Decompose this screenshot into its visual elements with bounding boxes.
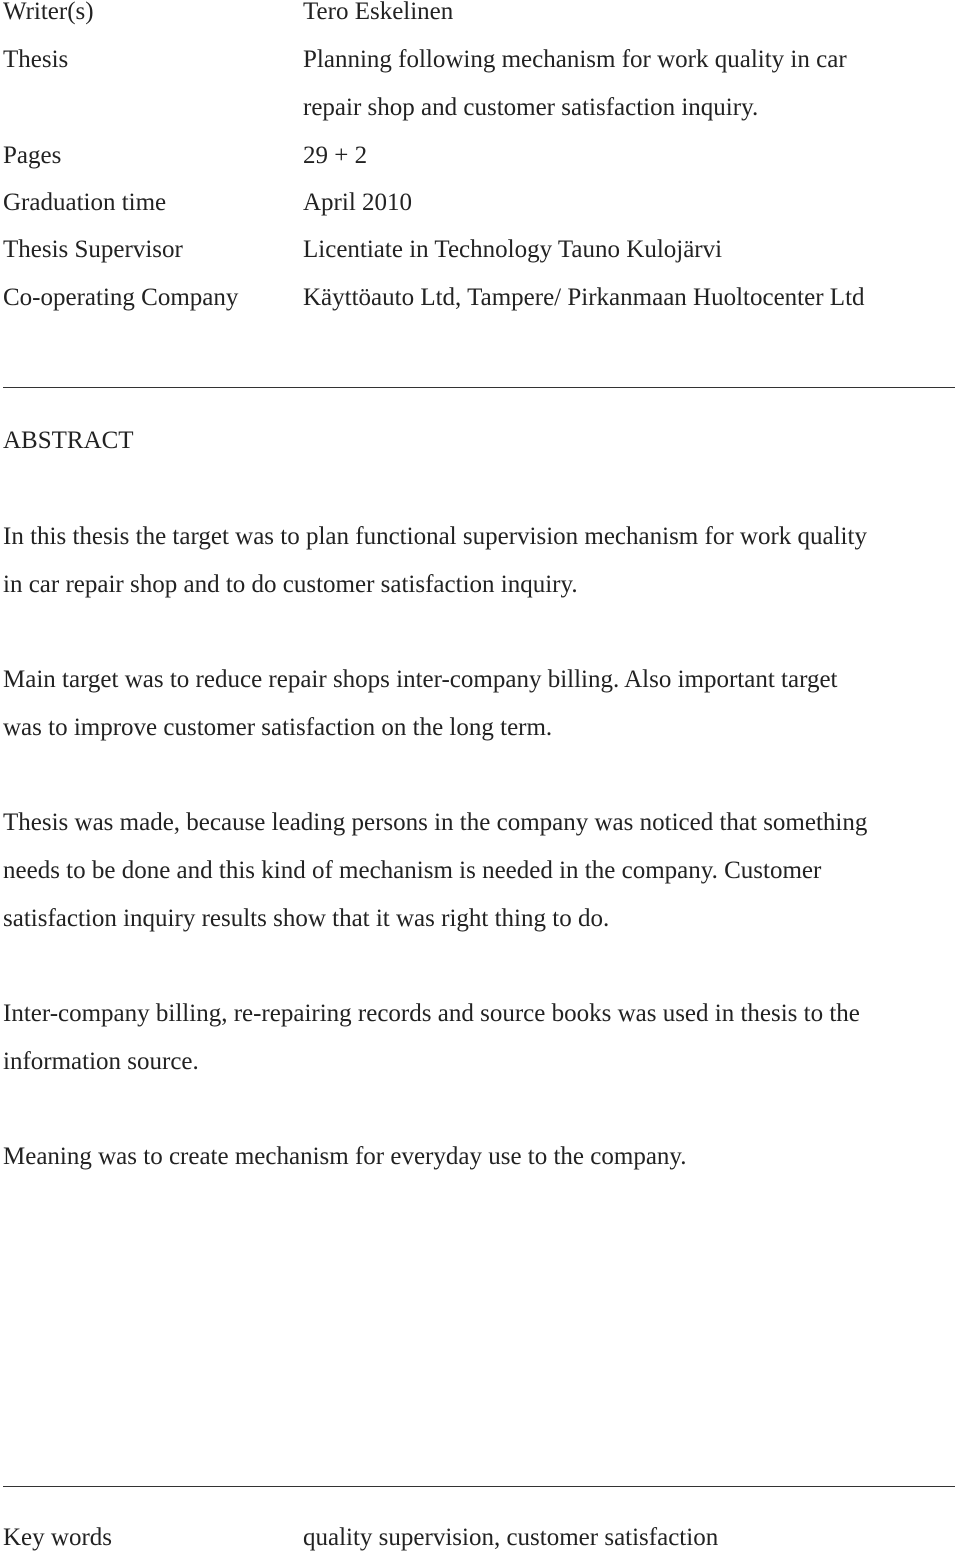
company-value: Käyttöauto Ltd, Tampere/ Pirkanmaan Huoltocenter Ltd bbox=[303, 284, 865, 311]
company-row bbox=[3, 274, 953, 322]
pages-label: Pages bbox=[3, 142, 62, 169]
abstract-paragraph-4-line-2: information source. bbox=[3, 1048, 199, 1075]
graduation-row bbox=[3, 179, 953, 227]
abstract-paragraph-1-line-2: in car repair shop and to do customer satisfaction inquiry. bbox=[3, 571, 578, 598]
thesis-title-row bbox=[3, 36, 953, 84]
pages-row bbox=[3, 132, 953, 180]
keywords-value: quality supervision, customer satisfaction bbox=[303, 1524, 719, 1551]
supervisor-label: Thesis Supervisor bbox=[3, 236, 183, 263]
abstract-paragraph-5-line-1: Meaning was to create mechanism for everyday use to the company. bbox=[3, 1143, 687, 1170]
company-label: Co-operating Company bbox=[3, 284, 239, 311]
writer-label: Writer(s) bbox=[3, 0, 94, 25]
abstract-paragraph-3-line-2: needs to be done and this kind of mechanism is needed in the company. Customer bbox=[3, 857, 822, 884]
supervisor-value: Licentiate in Technology Tauno Kulojärvi bbox=[303, 236, 723, 263]
graduation-label: Graduation time bbox=[3, 189, 167, 216]
thesis-title-row-cont bbox=[3, 84, 953, 132]
abstract-heading: ABSTRACT bbox=[3, 427, 134, 454]
abstract-paragraph-2-line-1: Main target was to reduce repair shops inter-company billing. Also important target bbox=[3, 666, 838, 693]
abstract-paragraph-4-line-1: Inter-company billing, re-repairing records and source books was used in thesis to the bbox=[3, 1000, 860, 1027]
supervisor-row bbox=[3, 226, 953, 274]
abstract-paragraph-1-line-1: In this thesis the target was to plan functional supervision mechanism for work quality bbox=[3, 523, 867, 550]
writer-row bbox=[3, 0, 953, 36]
writer-value: Tero Eskelinen bbox=[303, 0, 454, 25]
thesis-title-line2: repair shop and customer satisfaction inquiry. bbox=[303, 94, 759, 121]
top-divider bbox=[3, 387, 955, 388]
thesis-label: Thesis bbox=[3, 46, 69, 73]
abstract-paragraph-2-line-2: was to improve customer satisfaction on the long term. bbox=[3, 714, 553, 741]
bottom-divider bbox=[3, 1486, 955, 1487]
abstract-paragraph-3-line-3: satisfaction inquiry results show that it was right thing to do. bbox=[3, 905, 610, 932]
keywords-label: Key words bbox=[3, 1524, 113, 1551]
abstract-paragraph-3-line-1: Thesis was made, because leading persons in the company was noticed that something bbox=[3, 809, 868, 836]
graduation-value: April 2010 bbox=[303, 189, 413, 216]
thesis-title-line1: Planning following mechanism for work quality in car bbox=[303, 46, 847, 73]
pages-value: 29 + 2 bbox=[303, 142, 368, 169]
